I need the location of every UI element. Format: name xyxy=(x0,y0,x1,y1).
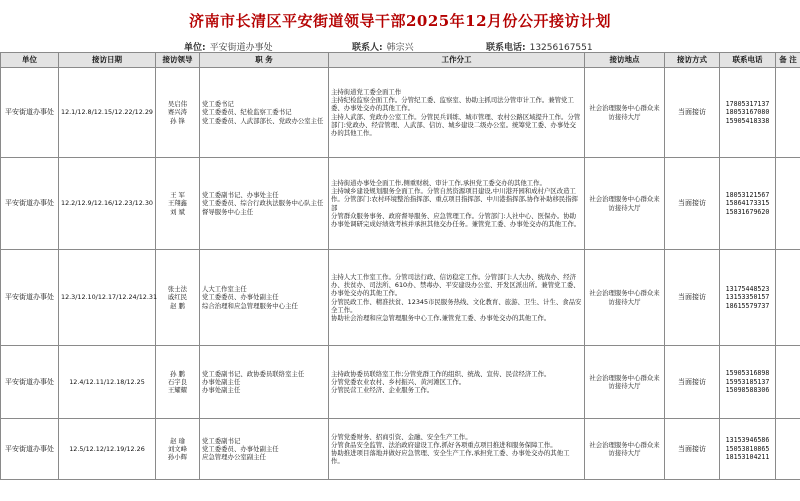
remark-cell xyxy=(776,346,800,419)
position-line: 党工委副书记、政协委员联络室主任 xyxy=(202,369,305,378)
date-cell: 12.4/12.11/12.18/12.25 xyxy=(59,346,156,419)
duty-cell xyxy=(329,346,585,419)
duty-line: 主持城乡建设规划服务全面工作。分管自然资源项目建设,中川港开园和成村户区改造工作。分管部门:农村环境整治指挥部、重点项目指挥部、中川港指挥部,协作补助移民指挥部 xyxy=(331,187,579,212)
phone-number: 18053121567 xyxy=(725,190,770,199)
remark-cell xyxy=(776,419,800,480)
phone-number: 15905316898 xyxy=(725,369,770,378)
leader-name: 赵 瑜 xyxy=(170,436,185,445)
phone-cell xyxy=(720,250,776,346)
header-position: 职 务 xyxy=(200,53,329,68)
duty-line: 主持街道党工委全面工作 xyxy=(331,87,402,96)
unit-label: 单位: xyxy=(184,43,206,53)
duty-line: 协助社会治理和应急管理服务中心工作,兼管党工委、办事处交办的其他工作。 xyxy=(331,313,551,322)
mode-cell: 当面接访 xyxy=(665,68,720,158)
leader-name: 戚红民 xyxy=(167,293,188,302)
leader-name: 孙 锋 xyxy=(170,116,185,125)
position-line: 人大工作室主任 xyxy=(202,285,247,294)
duty-cell xyxy=(329,419,585,480)
duty-line: 主持人武部、党政办公室工作。分管民兵训练、城市管理、农村公路区域提升工作。分管部门:党政办、经营管理、人武部、信访、城乡建设二级办公室。统筹党工委、办事处交办的其他工作。 xyxy=(331,112,581,137)
position-cell xyxy=(200,68,329,158)
unit-cell: 平安街道办事处 xyxy=(1,158,59,250)
duty-line: 主持政协委员联络室工作;分管党群工作的组织、统战、宣传、民营经济工作。 xyxy=(331,369,551,378)
table-row xyxy=(1,346,800,419)
leader-name: 张士法 xyxy=(167,285,188,294)
table-row xyxy=(1,68,800,158)
header-place: 接访地点 xyxy=(585,53,665,68)
position-cell xyxy=(200,158,329,250)
header-duty: 工作分工 xyxy=(329,53,585,68)
leader-name: 孙小辉 xyxy=(167,453,188,462)
position-line: 综合治理和应急管理服务中心主任 xyxy=(202,301,298,310)
phone-cell xyxy=(720,158,776,250)
phone-number: 18153104211 xyxy=(725,453,770,462)
header-mode: 接访方式 xyxy=(665,53,720,68)
position-line: 办事处副主任 xyxy=(202,386,241,395)
duty-cell xyxy=(329,158,585,250)
position-line: 党工委委员、综合行政执法服务中心队主任 xyxy=(202,199,324,208)
duty-line: 分管食品安全监管、法治政府建设工作,抓好各项重点项目推进和服务保障工作。 xyxy=(331,440,557,449)
remark-cell xyxy=(776,250,800,346)
position-line: 党工委副书记 xyxy=(202,436,241,445)
phone-value: 13256167551 xyxy=(529,43,593,53)
leader-name: 吴启伟 xyxy=(167,100,188,109)
leader-name: 石宇良 xyxy=(167,377,188,386)
mode-cell: 当面接访 xyxy=(665,158,720,250)
duty-line: 协助推进项目落地并做好应急管理、安全生产工作,承担党工委、办事处交办的其他工作。 xyxy=(331,449,570,466)
phone-number: 13175448523 xyxy=(725,284,770,293)
table-row xyxy=(1,419,800,480)
phone-number: 15098588306 xyxy=(725,386,770,395)
visit-schedule-table xyxy=(0,52,800,480)
header-phone: 联系电话 xyxy=(720,53,776,68)
contact-label: 联系人: xyxy=(352,43,383,53)
place-cell: 社会治理服务中心群众来访接待大厅 xyxy=(585,68,665,158)
leader-name: 孙 鹏 xyxy=(170,369,185,378)
position-line: 办事处副主任 xyxy=(202,377,241,386)
place-cell: 社会治理服务中心群众来访接待大厅 xyxy=(585,419,665,480)
header-date: 接访日期 xyxy=(59,53,156,68)
phone-cell xyxy=(720,68,776,158)
duty-line: 分管群众服务事务、政府督导服务、应急管理工作。分管部门:人社中心、医保办。协助办事处调研完成好绩效考核并承担其他交办任务。兼管党工委、办事处交办的其他工作。 xyxy=(331,211,581,228)
contact-value: 韩宗兴 xyxy=(386,43,414,53)
position-line: 应急管理办公室副主任 xyxy=(202,453,266,462)
position-line: 党工委委员、办事处副主任 xyxy=(202,293,279,302)
position-line: 督导服务中心主任 xyxy=(202,207,254,216)
leader-name: 王翔鑫 xyxy=(167,199,188,208)
duty-line: 分管党委农业农村、乡村振兴、黄河滩区工作。 xyxy=(331,377,466,386)
position-line: 党工委书记 xyxy=(202,100,234,109)
duty-cell xyxy=(329,250,585,346)
phone-number: 15053810865 xyxy=(725,444,770,453)
leader-cell xyxy=(156,346,200,419)
position-line: 党工委副书记、办事处主任 xyxy=(202,191,279,200)
place-cell: 社会治理服务中心群众来访接待大厅 xyxy=(585,250,665,346)
duty-line: 分管民营工业经济、企业服务工作。 xyxy=(331,386,434,395)
phone-number: 18053167080 xyxy=(725,108,770,117)
date-cell: 12.3/12.10/12.17/12.24/12.31 xyxy=(59,250,156,346)
leader-name: 刘文峰 xyxy=(167,444,188,453)
phone-number: 15905418338 xyxy=(725,116,770,125)
header-remark: 备 注 xyxy=(776,53,800,68)
phone-number: 15831679620 xyxy=(725,207,770,216)
phone-number: 17805317137 xyxy=(725,99,770,108)
leader-name: 赛兴涛 xyxy=(167,108,188,117)
duty-line: 主持街道办事处全面工作,侧重财税、审计工作,承担党工委交办的其他工作。 xyxy=(331,178,546,187)
mode-cell: 当面接访 xyxy=(665,346,720,419)
mode-cell: 当面接访 xyxy=(665,419,720,480)
place-cell: 社会治理服务中心群众来访接待大厅 xyxy=(585,346,665,419)
phone-cell xyxy=(720,346,776,419)
position-cell xyxy=(200,250,329,346)
page-title: 济南市长清区平安街道领导干部2025年12月份公开接访计划 xyxy=(188,12,612,30)
leader-cell xyxy=(156,419,200,480)
duty-line: 分管民政工作、精准扶贫、12345市民服务热线、文化教育、旅游、卫生、计生、食品安全工作。 xyxy=(331,297,582,314)
header-leader: 接访领导 xyxy=(156,53,200,68)
position-cell xyxy=(200,419,329,480)
duty-cell xyxy=(329,68,585,158)
leader-cell xyxy=(156,250,200,346)
date-cell: 12.1/12.8/12.15/12.22/12.29 xyxy=(59,68,156,158)
place-cell: 社会治理服务中心群众来访接待大厅 xyxy=(585,158,665,250)
leader-name: 王耀耀 xyxy=(167,386,188,395)
leader-name: 刘 斌 xyxy=(170,207,185,216)
header-unit: 单位 xyxy=(1,53,59,68)
duty-line: 主持人大工作室工作。分管司法行政、信访稳定工作。分管部门:人大办、统战办、经济办、扶贫办、司法所、610办、禁毒办、平安建设办公室、开发区派出所。兼管党工委、办事处交办的其他工作。 xyxy=(331,272,580,298)
phone-cell xyxy=(720,419,776,480)
leader-cell xyxy=(156,158,200,250)
unit-cell: 平安街道办事处 xyxy=(1,419,59,480)
table-row xyxy=(1,158,800,250)
phone-number: 18615579737 xyxy=(725,301,770,310)
position-cell xyxy=(200,346,329,419)
duty-line: 主持纪检监察全面工作。分管纪工委、监察室、协助主抓司法分管审计工作。兼管党工委、办事处交办的其他工作。 xyxy=(331,96,574,113)
unit-cell: 平安街道办事处 xyxy=(1,346,59,419)
duty-line: 分管党委财务、招商引资、金融、安全生产工作。 xyxy=(331,432,472,441)
remark-cell xyxy=(776,158,800,250)
leader-cell xyxy=(156,68,200,158)
remark-cell xyxy=(776,68,800,158)
phone-number: 15953185137 xyxy=(725,377,770,386)
date-cell: 12.2/12.9/12.16/12.23/12.30 xyxy=(59,158,156,250)
table-row xyxy=(1,250,800,346)
mode-cell: 当面接访 xyxy=(665,250,720,346)
phone-label: 联系电话: xyxy=(486,43,526,53)
leader-name: 王 军 xyxy=(170,191,185,200)
phone-number: 15864173315 xyxy=(725,199,770,208)
position-line: 党工委委员、人武部部长、党政办公室主任 xyxy=(202,116,324,125)
phone-number: 13153946586 xyxy=(725,436,770,445)
phone-number: 13153350157 xyxy=(725,293,770,302)
date-cell: 12.5/12.12/12.19/12.26 xyxy=(59,419,156,480)
leader-name: 赵 鹏 xyxy=(170,301,185,310)
position-line: 党工委委员、办事处副主任 xyxy=(202,444,279,453)
header-row xyxy=(1,53,800,68)
position-line: 党工委委员、纪检监察工委书记 xyxy=(202,108,292,117)
unit-cell: 平安街道办事处 xyxy=(1,68,59,158)
unit-value: 平安街道办事处 xyxy=(209,43,273,53)
unit-cell: 平安街道办事处 xyxy=(1,250,59,346)
